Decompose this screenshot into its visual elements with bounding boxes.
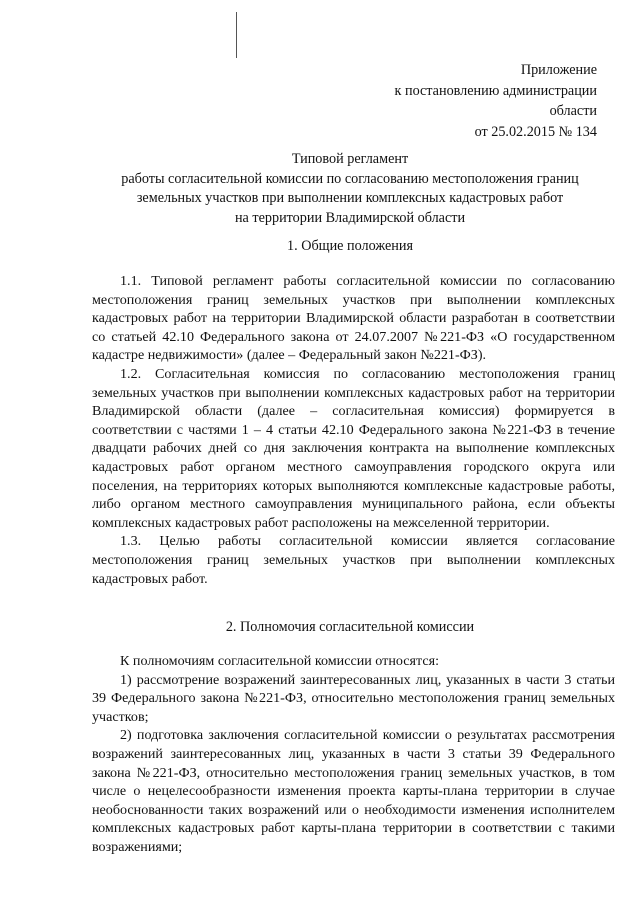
paragraph-2-item-2: 2) подготовка заключения согласительной комиссии о результатах рассмотрения возражений заинтересованных лиц, указанных в части 3 статьи 39 Федерального закона №221-ФЗ, относительно местоположения границ земельных участков, в том числе о нецелесообразности изменения проекта карты-плана территории в случае необоснованности таких возражений или о необходимости изменения исполнителем комплексных кадастровых работ карты-плана территории в соответствии с такими возражениями; bbox=[92, 727, 615, 855]
title-line-1: Типовой регламент bbox=[291, 151, 409, 167]
annex-line-4: от 25.02.2015 № 134 bbox=[474, 123, 597, 140]
paragraph-2-item-1: 1) рассмотрение возражений заинтересованных лиц, указанных в части 3 статьи 39 Федерального закона №221-ФЗ, относительно местоположения границ земельных участков; bbox=[92, 671, 615, 725]
paragraph-2-intro: К полномочиям согласительной комиссии относятся: bbox=[120, 653, 439, 669]
title-line-2: работы согласительной комиссии по согласованию местоположения границ bbox=[121, 170, 579, 187]
section-2-body bbox=[92, 652, 615, 857]
title-line-4: на территории Владимирской области bbox=[234, 209, 466, 226]
document-title bbox=[90, 150, 610, 228]
annex-line-3: области bbox=[549, 103, 597, 119]
section-2-heading: 2. Полномочия согласительной комиссии bbox=[225, 619, 475, 635]
section-1-body bbox=[92, 272, 615, 588]
scan-artifact-line bbox=[236, 12, 237, 58]
annex-line-1: Приложение bbox=[520, 62, 597, 78]
paragraph-1-2: 1.2. Согласительная комиссия по согласованию местоположения границ земельных участков при выполнении комплексных кадастровых работ на территории Владимирской области (далее – согласительная комиссия) формируется в соответствии с частями 1 – 4 статьи 42.10 Федерального закона №221-ФЗ в течение двадцати рабочих дней со дня заключения контракта на выполнение комплексных кадастровых работ органом местного самоуправления городского округа или поселения, на территориях которых выполняются комплексные кадастровые работы, либо органом местного самоуправления муниципального района, если объекты комплексных кадастровых работ расположены на межселенной территории. bbox=[92, 365, 615, 531]
title-line-3: земельных участков при выполнении комплексных кадастровых работ bbox=[136, 190, 564, 206]
section-1-heading: 1. Общие положения bbox=[287, 238, 413, 254]
annex-line-2: к постановлению администрации bbox=[394, 82, 597, 99]
paragraph-1-1: 1.1. Типовой регламент работы согласительной комиссии по согласованию местоположения границ земельных участков при выполнении комплексных кадастровых работ на территории Владимирской области разработан в соответствии со статьей 42.10 Федерального закона от 24.07.2007 №221-ФЗ «О государственном кадастре недвижимости» (далее – Федеральный закон №221-ФЗ). bbox=[92, 273, 615, 364]
paragraph-1-3: 1.3. Целью работы согласительной комиссии является согласование местоположения границ земельных участков при выполнении комплексных кадастровых работ. bbox=[92, 533, 615, 587]
annex-header bbox=[297, 60, 597, 142]
